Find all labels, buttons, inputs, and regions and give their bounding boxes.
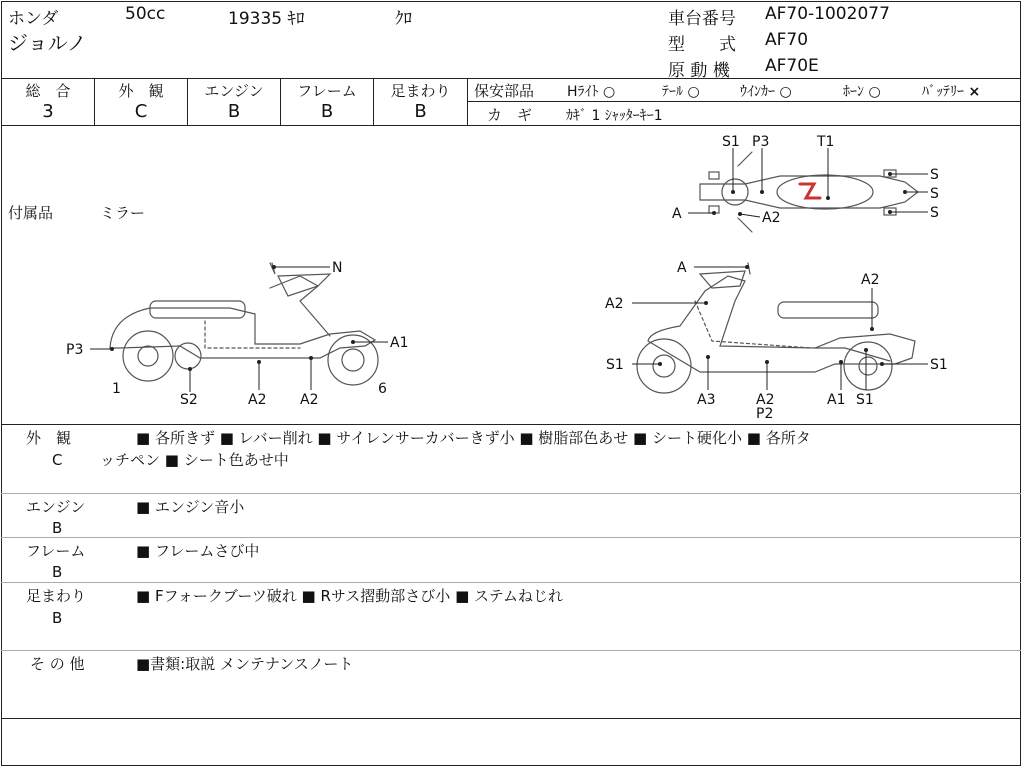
detail-exterior-label: 外 観 [26,429,72,447]
damage-diagram [0,126,1024,424]
exterior-label: 外 観 [118,82,164,100]
safety-tail: ﾃｰﾙ ○ [662,84,700,100]
diagram-label: P3 [66,342,84,358]
engine-code: AF70E [765,56,819,76]
suspension-grade-label: 足まわり [390,82,451,100]
detail-engine-label: エンジン [26,498,86,516]
divider [1,493,1021,494]
divider [1,537,1021,538]
diagram-label: S [930,205,939,221]
detail-frame-label: フレーム [26,542,86,560]
accessories-value: ミラー [100,204,146,222]
divider [468,101,1021,102]
safety-horn: ﾎｰﾝ ○ [843,84,881,100]
detail-engine-text: ■ エンジン音小 [136,498,245,516]
exterior-grade: C [134,101,148,122]
diagram-label: A [677,260,687,276]
diagram-label: T1 [817,134,835,150]
safety-winker: ｳｲﾝｶｰ ○ [740,84,792,100]
total-label: 総 合 [25,82,71,100]
diagram-label: P3 [752,134,770,150]
engine-grade: B [227,101,241,122]
diagram-label: A2 [300,392,319,408]
diagram-label: 1 [112,381,121,397]
detail-exterior-grade: C [52,451,63,469]
safety-headlight: Hﾗｲﾄ ○ [567,84,616,100]
diagram-label: S1 [606,357,624,373]
detail-other-label: そ の 他 [30,655,85,673]
scooter-left-view [110,263,378,385]
diagram-label: A3 [697,392,716,408]
suspension-grade: B [414,101,427,122]
frame-no: AF70-1002077 [765,4,890,24]
safety-label: 保安部品 [474,82,535,100]
diagram-label: A2 [861,272,880,288]
detail-suspension-label: 足まわり [26,587,87,605]
detail-exterior-text-2: ッチペン ■ シート色あせ中 [100,451,289,469]
detail-frame-grade: B [52,563,63,581]
diagram-label: 6 [378,381,387,397]
diagram-label: A1 [390,335,409,351]
divider [1,424,1021,425]
total-grade: 3 [42,101,54,122]
divider [1,582,1021,583]
detail-exterior-text-1: ■ 各所きず ■ レバー削れ ■ サイレンサーカバーきず小 ■ 樹脂部色あせ ■ シート硬化小 ■ 各所タ [136,429,811,447]
divider [1,78,1021,79]
frame-grade-label: フレーム [297,82,357,100]
diagram-label: A2 [762,210,781,226]
diagram-label: S1 [856,392,874,408]
diagram-label: P2 [756,406,774,422]
model-label: 型 式 [668,35,736,55]
engine-grade-label: エンジン [204,82,264,100]
key-value: ｶｷﾞ 1 ｼｬｯﾀｰｷｰ1 [566,108,663,124]
displacement: 50cc [125,4,166,24]
diagram-label: A2 [605,296,624,312]
safety-battery: ﾊﾞｯﾃﾘｰ × [922,84,981,100]
diagram-label: S [930,167,939,183]
detail-suspension-text: ■ Fフォークブーツ破れ ■ Rサス摺動部さび小 ■ ステムねじれ [136,587,563,605]
mileage: 19335 ｷﾛ [228,9,305,29]
model-name: ジョルノ [8,31,87,55]
divider [1,650,1021,651]
diagram-label: S2 [180,392,198,408]
maker: ホンダ [8,9,59,29]
diagram-label: S1 [930,357,948,373]
accessories-label: 付属品 [8,204,54,222]
detail-engine-grade: B [52,519,63,537]
diagram-label: S1 [722,134,740,150]
divider [1,718,1021,719]
diagram-label: A [672,206,682,222]
diagram-label: A2 [248,392,267,408]
model-code: AF70 [765,30,809,50]
detail-frame-text: ■ フレームさび中 [136,542,260,560]
frame-grade: B [320,101,334,122]
diagram-label: A1 [827,392,846,408]
engine-label: 原 動 機 [668,61,730,81]
key-label: カ ギ [487,106,533,124]
detail-other-text: ■書類:取説 メンテナンスノート [136,655,354,673]
divider [467,78,468,125]
frame-no-label: 車台番号 [668,9,736,29]
detail-suspension-grade: B [52,609,63,627]
diagram-label: A2 [756,392,775,408]
diagram-label: N [332,260,343,276]
diagram-label: S [930,186,939,202]
color: ｸﾛ [395,9,412,29]
